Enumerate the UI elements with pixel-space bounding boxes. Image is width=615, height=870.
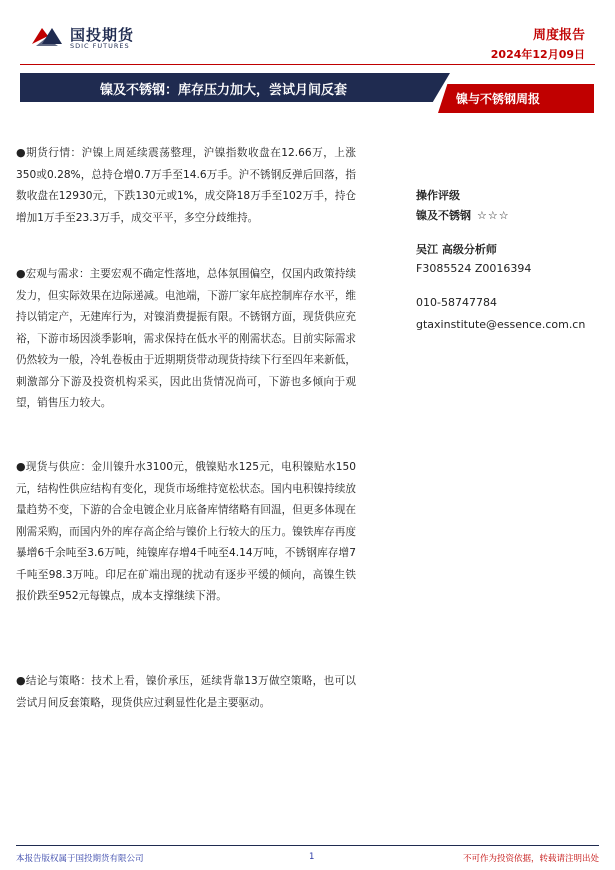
rating-row — [416, 207, 510, 223]
logo-text-cn: 国投期货 — [70, 26, 135, 44]
section-macro-demand — [16, 263, 356, 415]
report-title: 镍及不锈钢：库存压力加大，尝试月间反套 — [100, 83, 348, 98]
bullet-icon: ● — [16, 146, 27, 159]
footer-divider — [16, 845, 599, 846]
report-date: 2024年12月09日 — [490, 48, 585, 61]
report-tag: 镍与不锈钢周报 — [456, 92, 541, 106]
analyst-license: F3085524 Z0016394 — [416, 262, 532, 275]
analyst-name: 吴江 高级分析师 — [416, 243, 497, 256]
section-text: 期货行情：沪镍上周延续震荡整理，沪镍指数收盘在12.66万，上涨350或0.28%，总持仓增0.7万手至14.6万手。沪不锈钢反弹后回落，指数收盘在12930元，下跌130元或1%，成交降18万手至102万手，持仓增加1万手至23.3万手，成交平平，多空分歧维持。 — [16, 147, 356, 224]
analyst-phone: 010-58747784 — [416, 296, 497, 309]
section-text: 宏观与需求：主要宏观不确定性落地，总体氛围偏空，仅国内政策持续发力，但实际效果在边际递减。电池端，下游厂家年底控制库存水平，维持以销定产，无建库行为，对镍消费提振有限。不锈钢方面，现货供应充裕，下游市场因淡季影响，需求保持在低水平的刚需状态。目前实际需求仍然较为一般，冷轧卷板由于近期期货带动现货持续下行至四年来新低，刺激部分下游及投资机构采买，因此出货情况尚可，下游也多倾向于观望，销售压力较大。 — [16, 268, 356, 409]
bullet-icon: ● — [16, 674, 26, 687]
section-text: 现货与供应：金川镍升水3100元，俄镍贴水125元，电积镍贴水150元，结构性供应结构有变化，现货市场维持宽松状态。国内电积镍持续放量趋势不变，下游的合金电镀企业月底备库情绪略有回温，但更多体现在刚需采购，而国内外的库存高企给与镍价上行较大的压力。镍铁库存再度暴增6千余吨至3.6万吨，纯镍库存增4千吨至4.14万吨，不锈钢库存增7千吨至98.3万吨。印尼在矿端出现的扰动有逐步平缓的倾向，高镍生铁报价跌至952元每镍点，成本支撑继续下滑。 — [16, 461, 356, 602]
section-text: 结论与策略：技术上看，镍价承压，延续背靠13万做空策略，也可以尝试月间反套策略，现货供应过剩显性化是主要驱动。 — [16, 675, 356, 709]
logo-mark-icon — [30, 24, 64, 48]
analyst-email[interactable]: gtaxinstitute@essence.com.cn — [416, 318, 586, 331]
page-number: 1 — [309, 852, 315, 862]
bullet-icon: ● — [16, 267, 26, 280]
rating-item: 镍及不锈钢 — [416, 209, 471, 222]
rating-label: 操作评级 — [416, 189, 460, 202]
section-conclusion-strategy — [16, 670, 356, 714]
rating-stars-icon: ☆☆☆ — [477, 209, 510, 222]
bullet-icon: ● — [16, 460, 26, 473]
report-type: 周度报告 — [532, 28, 585, 43]
section-spot-supply — [16, 456, 356, 608]
header-divider — [20, 64, 595, 65]
footer-copyright: 本报告版权属于国投期货有限公司 — [16, 854, 144, 864]
company-logo — [30, 22, 150, 50]
logo-text-en: SDIC FUTURES — [70, 42, 130, 50]
section-futures-market — [16, 142, 356, 229]
footer-disclaimer: 不可作为投资依据，转载请注明出处 — [462, 854, 599, 864]
